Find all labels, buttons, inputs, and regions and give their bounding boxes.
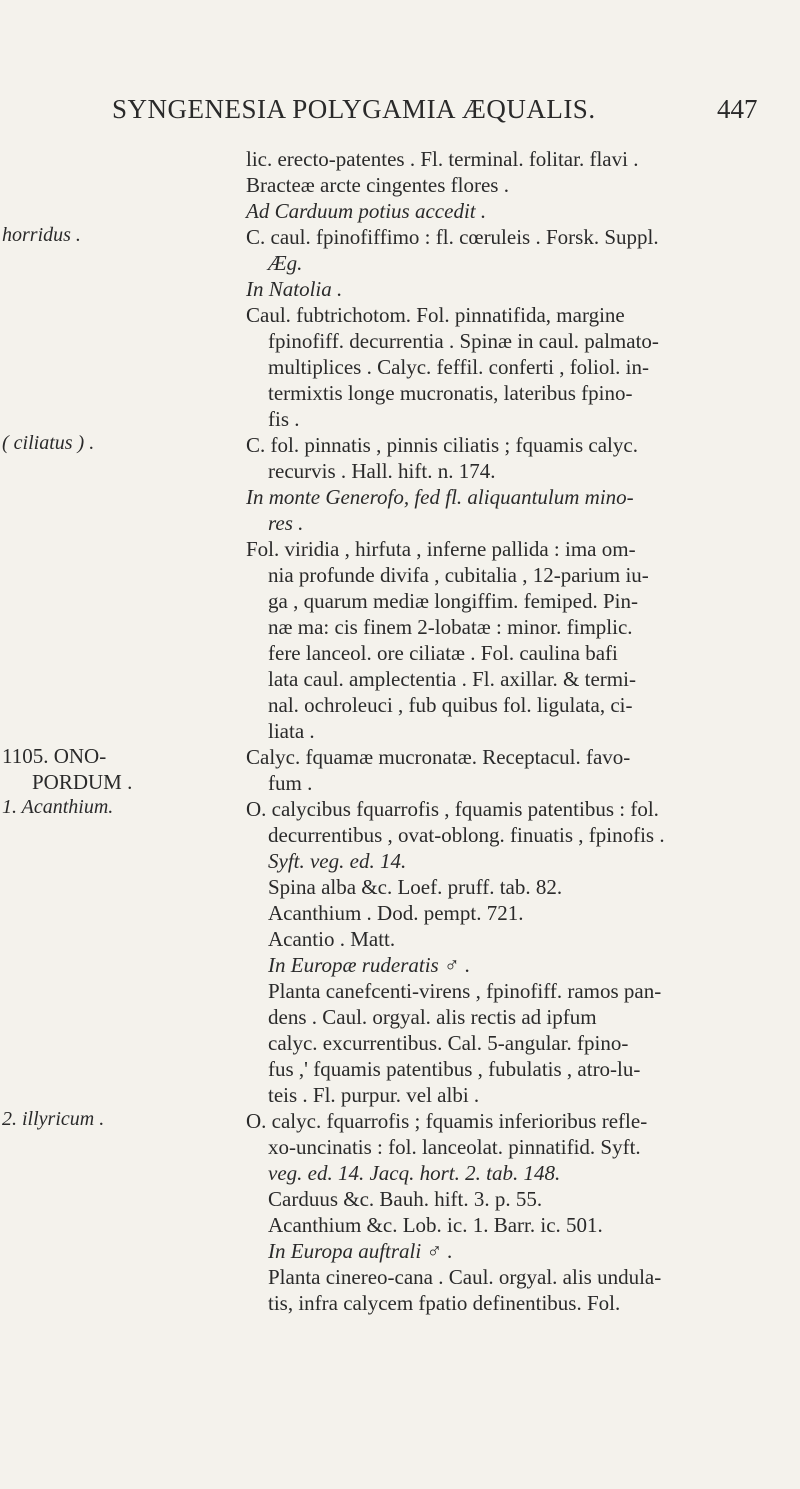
text-line: fus ,' fquamis patentibus , fubulatis , atro-lu- [268,1057,641,1081]
text-line: nia profunde divifa , cubitalia , 12-parium iu- [268,563,649,587]
text-line: In Natolia . [246,277,343,301]
text-line: Planta cinereo-cana . Caul. orgyal. alis undula- [268,1265,662,1289]
text-line: Planta canefcenti-virens , fpinofiff. ramos pan- [268,979,662,1003]
page-header [0,94,800,134]
text-line: In Europæ ruderatis ♂ . [268,953,471,977]
text-line: veg. ed. 14. Jacq. hort. 2. tab. 148. [268,1161,561,1185]
text-line: Caul. fubtrichotom. Fol. pinnatifida, margine [246,303,625,327]
text-line: fis . [268,407,300,431]
text-line: Acanthium &c. Lob. ic. 1. Barr. ic. 501. [268,1213,603,1237]
text-line: Syft. veg. ed. 14. [268,849,407,873]
text-line: fum . [268,771,313,795]
running-title: SYNGENESIA POLYGAMIA ÆQUALIS. [112,94,596,124]
text-line: teis . Fl. purpur. vel albi . [268,1083,480,1107]
text-line: nal. ochroleuci , fub quibus fol. ligulata, ci- [268,693,633,717]
text-line: Acanthium . Dod. pempt. 721. [268,901,524,925]
text-line: næ ma: cis finem 2-lobatæ : minor. fimplic. [268,615,633,639]
text-line: O. calyc. fquarrofis ; fquamis inferioribus refle- [246,1109,648,1133]
text-line: O. calycibus fquarrofis , fquamis patentibus : fol. [246,797,659,821]
text-line: liata . [268,719,315,743]
text-line: calyc. excurrentibus. Cal. 5-angular. fpino- [268,1031,629,1055]
text-line: Bracteæ arcte cingentes flores . [246,173,509,197]
margin-label: ( ciliatus ) . [2,432,95,454]
text-line: lata caul. amplectentia . Fl. axillar. & termi- [268,667,636,691]
text-line: res . [268,511,304,535]
page-number: 447 [717,94,758,124]
text-line: tis, infra calycem fpatio definentibus. Fol. [268,1291,621,1315]
text-line: xo-uncinatis : fol. lanceolat. pinnatifid. Syft. [268,1135,641,1159]
text-line: dens . Caul. orgyal. alis rectis ad ipfum [268,1005,597,1029]
margin-label: 1105. ONO- [2,744,107,768]
text-line: Æg. [268,251,303,275]
text-line: In Europa auftrali ♂ . [268,1239,453,1263]
margin-label: PORDUM . [32,770,133,794]
text-line: Fol. viridia , hirfuta , inferne pallida : ima om- [246,537,636,561]
text-line: lic. erecto-patentes . Fl. terminal. folitar. flavi . [246,147,639,171]
text-line: decurrentibus , ovat-oblong. finuatis , fpinofis . [268,823,665,847]
text-line: Spina alba &c. Loef. pruff. tab. 82. [268,875,563,899]
text-line: Carduus &c. Bauh. hift. 3. p. 55. [268,1187,543,1211]
text-line: fere lanceol. ore ciliatæ . Fol. caulina bafi [268,641,618,665]
text-line: C. caul. fpinofiffimo : fl. cœruleis . Forsk. Suppl. [246,225,659,249]
text-line: multiplices . Calyc. feffil. conferti , foliol. in- [268,355,650,379]
text-line: Calyc. fquamæ mucronatæ. Receptacul. favo- [246,745,631,769]
margin-label: horridus . [2,224,81,246]
text-line: Ad Carduum potius accedit . [246,199,487,223]
text-line: C. fol. pinnatis , pinnis ciliatis ; fquamis calyc. [246,433,638,457]
text-line: In monte Generofo, fed fl. aliquantulum mino- [246,485,634,509]
margin-label: 2. illyricum . [2,1108,105,1130]
text-line: ga , quarum mediæ longiffim. femiped. Pin- [268,589,638,613]
margin-label: 1. Acanthium. [2,796,114,818]
text-line: Acantio . Matt. [268,927,396,951]
text-line: recurvis . Hall. hift. n. 174. [268,459,496,483]
text-line: termixtis longe mucronatis, lateribus fpino- [268,381,633,405]
text-line: fpinofiff. decurrentia . Spinæ in caul. palmato- [268,329,659,353]
